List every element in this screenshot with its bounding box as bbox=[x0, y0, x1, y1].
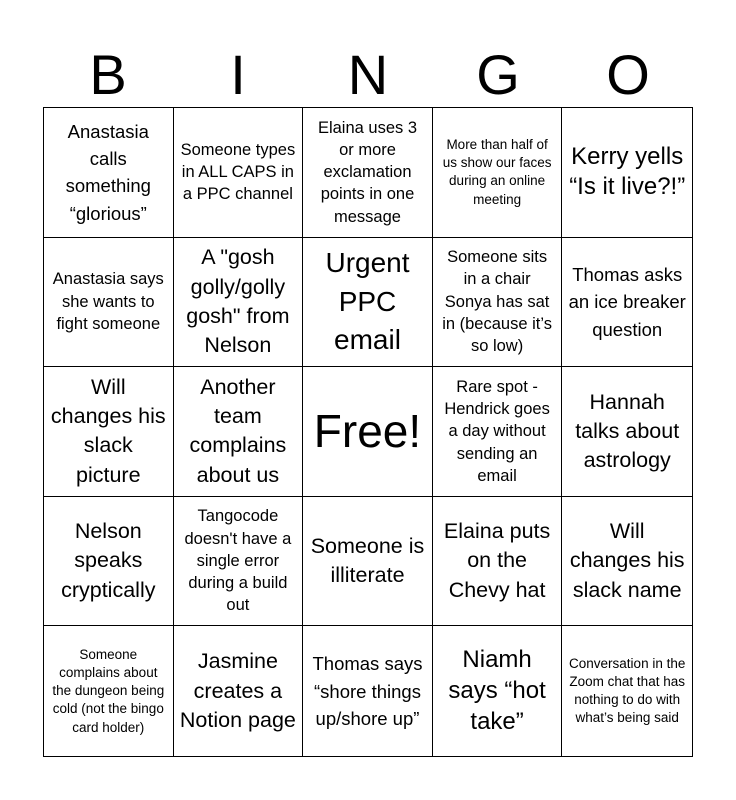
bingo-cell[interactable]: Another team complains about us bbox=[174, 367, 304, 497]
header-letter-n: N bbox=[347, 43, 389, 106]
bingo-cell[interactable]: Anastasia calls something “glorious” bbox=[44, 108, 174, 238]
bingo-cell[interactable]: More than half of us show our faces during an online meeting bbox=[433, 108, 563, 238]
bingo-cell[interactable]: Will changes his slack picture bbox=[44, 367, 174, 497]
header-letter-i: I bbox=[230, 43, 246, 106]
bingo-cell[interactable]: Someone is illiterate bbox=[303, 497, 433, 627]
bingo-cell[interactable]: Someone sits in a chair Sonya has sat in (because it’s so low) bbox=[433, 238, 563, 368]
bingo-cell[interactable]: Hannah talks about astrology bbox=[562, 367, 692, 497]
bingo-cell[interactable]: Anastasia says she wants to fight someone bbox=[44, 238, 174, 368]
bingo-cell[interactable]: Niamh says “hot take” bbox=[433, 626, 563, 756]
header-letter-b: B bbox=[89, 43, 127, 106]
bingo-cell[interactable]: Someone complains about the dungeon being cold (not the bingo card holder) bbox=[44, 626, 174, 756]
bingo-cell[interactable]: Nelson speaks cryptically bbox=[44, 497, 174, 627]
bingo-cell[interactable]: A "gosh golly/golly gosh" from Nelson bbox=[174, 238, 304, 368]
bingo-cell[interactable]: Thomas asks an ice breaker question bbox=[562, 238, 692, 368]
bingo-cell[interactable]: Conversation in the Zoom chat that has nothing to do with what’s being said bbox=[569, 655, 686, 726]
bingo-header bbox=[43, 43, 693, 106]
bingo-grid bbox=[43, 107, 693, 757]
bingo-cell[interactable]: Thomas says “shore things up/shore up” bbox=[303, 626, 433, 756]
bingo-cell[interactable]: Elaina uses 3 or more exclamation points in one message bbox=[303, 108, 433, 238]
bingo-cell[interactable]: Jasmine creates a Notion page bbox=[174, 626, 304, 756]
bingo-cell[interactable]: Rare spot - Hendrick goes a day without sending an email bbox=[433, 367, 563, 497]
bingo-cell[interactable]: Kerry yells “Is it live?!” bbox=[562, 108, 692, 238]
free-space-cell[interactable]: Free! bbox=[303, 367, 433, 497]
bingo-cell[interactable]: Urgent PPC email bbox=[303, 238, 433, 368]
bingo-cell[interactable]: Someone types in ALL CAPS in a PPC channel bbox=[174, 108, 304, 238]
bingo-cell[interactable]: Tangocode doesn't have a single error during a build out bbox=[174, 497, 304, 627]
bingo-cell[interactable]: Elaina puts on the Chevy hat bbox=[433, 497, 563, 627]
header-letter-o: O bbox=[606, 43, 650, 106]
bingo-cell[interactable]: Will changes his slack name bbox=[562, 497, 692, 627]
header-letter-g: G bbox=[476, 43, 520, 106]
